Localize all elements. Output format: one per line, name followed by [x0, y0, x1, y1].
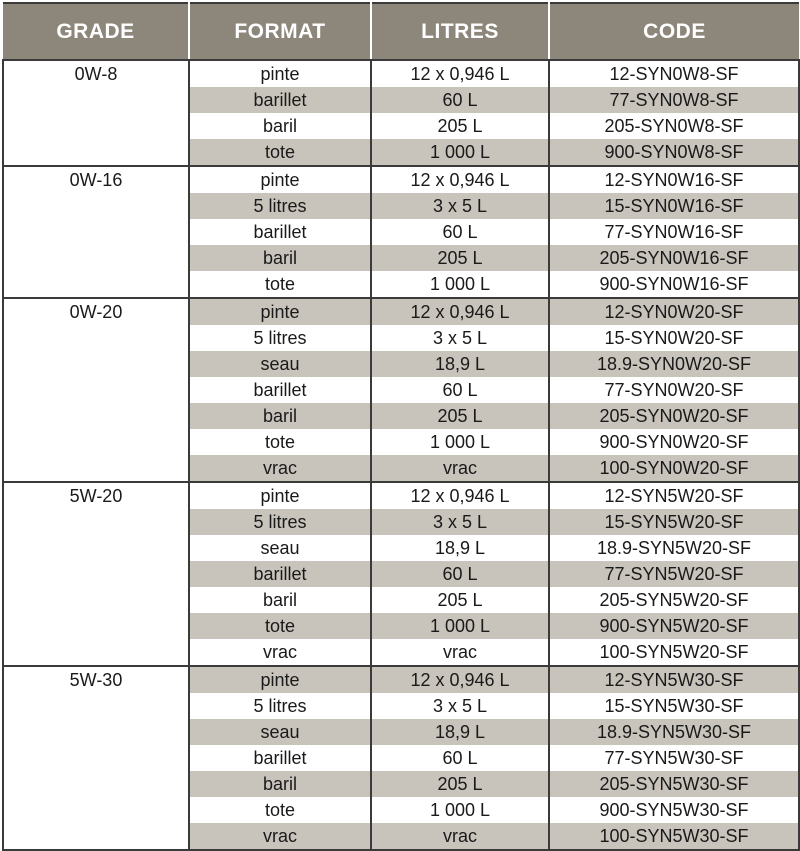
cell-grade: 5W-30 — [3, 666, 189, 850]
cell-code: 205-SYN0W8-SF — [549, 113, 799, 139]
cell-format: baril — [189, 113, 371, 139]
table-row — [3, 666, 799, 693]
cell-code: 18.9-SYN5W20-SF — [549, 535, 799, 561]
cell-code: 100-SYN0W20-SF — [549, 455, 799, 482]
cell-format: vrac — [189, 639, 371, 666]
cell-format: tote — [189, 797, 371, 823]
cell-format: vrac — [189, 455, 371, 482]
cell-litres: 205 L — [371, 771, 549, 797]
cell-code: 205-SYN0W16-SF — [549, 245, 799, 271]
cell-code: 18.9-SYN5W30-SF — [549, 719, 799, 745]
cell-code: 205-SYN5W30-SF — [549, 771, 799, 797]
cell-code: 900-SYN5W30-SF — [549, 797, 799, 823]
cell-litres: 60 L — [371, 561, 549, 587]
cell-litres: 1 000 L — [371, 139, 549, 166]
cell-code: 77-SYN0W20-SF — [549, 377, 799, 403]
table-row — [3, 482, 799, 509]
cell-code: 12-SYN0W20-SF — [549, 298, 799, 325]
column-header-format: FORMAT — [189, 3, 371, 60]
cell-format: pinte — [189, 298, 371, 325]
cell-litres: 3 x 5 L — [371, 509, 549, 535]
cell-code: 77-SYN0W16-SF — [549, 219, 799, 245]
cell-litres: 12 x 0,946 L — [371, 60, 549, 87]
cell-grade: 0W-16 — [3, 166, 189, 298]
cell-code: 77-SYN0W8-SF — [549, 87, 799, 113]
table-header — [3, 3, 799, 60]
cell-code: 100-SYN5W30-SF — [549, 823, 799, 850]
cell-code: 900-SYN0W16-SF — [549, 271, 799, 298]
cell-code: 12-SYN0W8-SF — [549, 60, 799, 87]
cell-format: tote — [189, 613, 371, 639]
cell-litres: 60 L — [371, 377, 549, 403]
cell-format: seau — [189, 719, 371, 745]
cell-litres: 3 x 5 L — [371, 193, 549, 219]
cell-litres: 60 L — [371, 745, 549, 771]
cell-format: barillet — [189, 87, 371, 113]
cell-format: seau — [189, 351, 371, 377]
cell-format: tote — [189, 429, 371, 455]
cell-code: 205-SYN0W20-SF — [549, 403, 799, 429]
cell-grade: 0W-20 — [3, 298, 189, 482]
cell-litres: 205 L — [371, 587, 549, 613]
cell-format: vrac — [189, 823, 371, 850]
cell-litres: 12 x 0,946 L — [371, 298, 549, 325]
cell-format: 5 litres — [189, 509, 371, 535]
cell-format: baril — [189, 245, 371, 271]
cell-litres: 18,9 L — [371, 719, 549, 745]
cell-format: barillet — [189, 561, 371, 587]
cell-litres: 12 x 0,946 L — [371, 482, 549, 509]
cell-code: 77-SYN5W20-SF — [549, 561, 799, 587]
cell-litres: 1 000 L — [371, 613, 549, 639]
cell-litres: 205 L — [371, 245, 549, 271]
cell-code: 12-SYN5W30-SF — [549, 666, 799, 693]
table-row — [3, 60, 799, 87]
cell-format: seau — [189, 535, 371, 561]
cell-format: pinte — [189, 60, 371, 87]
cell-code: 15-SYN5W20-SF — [549, 509, 799, 535]
table-row — [3, 166, 799, 193]
cell-code: 900-SYN0W20-SF — [549, 429, 799, 455]
table-row — [3, 298, 799, 325]
cell-litres: 205 L — [371, 403, 549, 429]
cell-litres: vrac — [371, 639, 549, 666]
cell-format: baril — [189, 587, 371, 613]
cell-litres: 60 L — [371, 87, 549, 113]
cell-format: pinte — [189, 666, 371, 693]
cell-code: 15-SYN0W16-SF — [549, 193, 799, 219]
cell-litres: 1 000 L — [371, 797, 549, 823]
cell-format: barillet — [189, 219, 371, 245]
cell-litres: 12 x 0,946 L — [371, 666, 549, 693]
cell-format: barillet — [189, 377, 371, 403]
cell-code: 205-SYN5W20-SF — [549, 587, 799, 613]
table-header-row — [3, 3, 799, 60]
table-body — [3, 60, 799, 850]
cell-litres: vrac — [371, 823, 549, 850]
cell-format: pinte — [189, 166, 371, 193]
cell-format: 5 litres — [189, 193, 371, 219]
cell-format: 5 litres — [189, 693, 371, 719]
cell-code: 100-SYN5W20-SF — [549, 639, 799, 666]
cell-litres: 60 L — [371, 219, 549, 245]
product-spec-table — [2, 2, 800, 851]
cell-litres: 18,9 L — [371, 351, 549, 377]
cell-code: 12-SYN0W16-SF — [549, 166, 799, 193]
cell-litres: 205 L — [371, 113, 549, 139]
cell-code: 12-SYN5W20-SF — [549, 482, 799, 509]
column-header-code: CODE — [549, 3, 799, 60]
cell-code: 900-SYN0W8-SF — [549, 139, 799, 166]
cell-code: 900-SYN5W20-SF — [549, 613, 799, 639]
cell-litres: 1 000 L — [371, 271, 549, 298]
cell-code: 15-SYN5W30-SF — [549, 693, 799, 719]
cell-format: baril — [189, 403, 371, 429]
cell-litres: 12 x 0,946 L — [371, 166, 549, 193]
cell-format: tote — [189, 271, 371, 298]
cell-code: 77-SYN5W30-SF — [549, 745, 799, 771]
cell-format: 5 litres — [189, 325, 371, 351]
cell-litres: 3 x 5 L — [371, 325, 549, 351]
column-header-litres: LITRES — [371, 3, 549, 60]
cell-litres: vrac — [371, 455, 549, 482]
cell-format: pinte — [189, 482, 371, 509]
cell-code: 15-SYN0W20-SF — [549, 325, 799, 351]
cell-code: 18.9-SYN0W20-SF — [549, 351, 799, 377]
cell-format: tote — [189, 139, 371, 166]
cell-litres: 1 000 L — [371, 429, 549, 455]
cell-grade: 0W-8 — [3, 60, 189, 166]
cell-litres: 3 x 5 L — [371, 693, 549, 719]
column-header-grade: GRADE — [3, 3, 189, 60]
cell-format: barillet — [189, 745, 371, 771]
cell-format: baril — [189, 771, 371, 797]
cell-litres: 18,9 L — [371, 535, 549, 561]
cell-grade: 5W-20 — [3, 482, 189, 666]
